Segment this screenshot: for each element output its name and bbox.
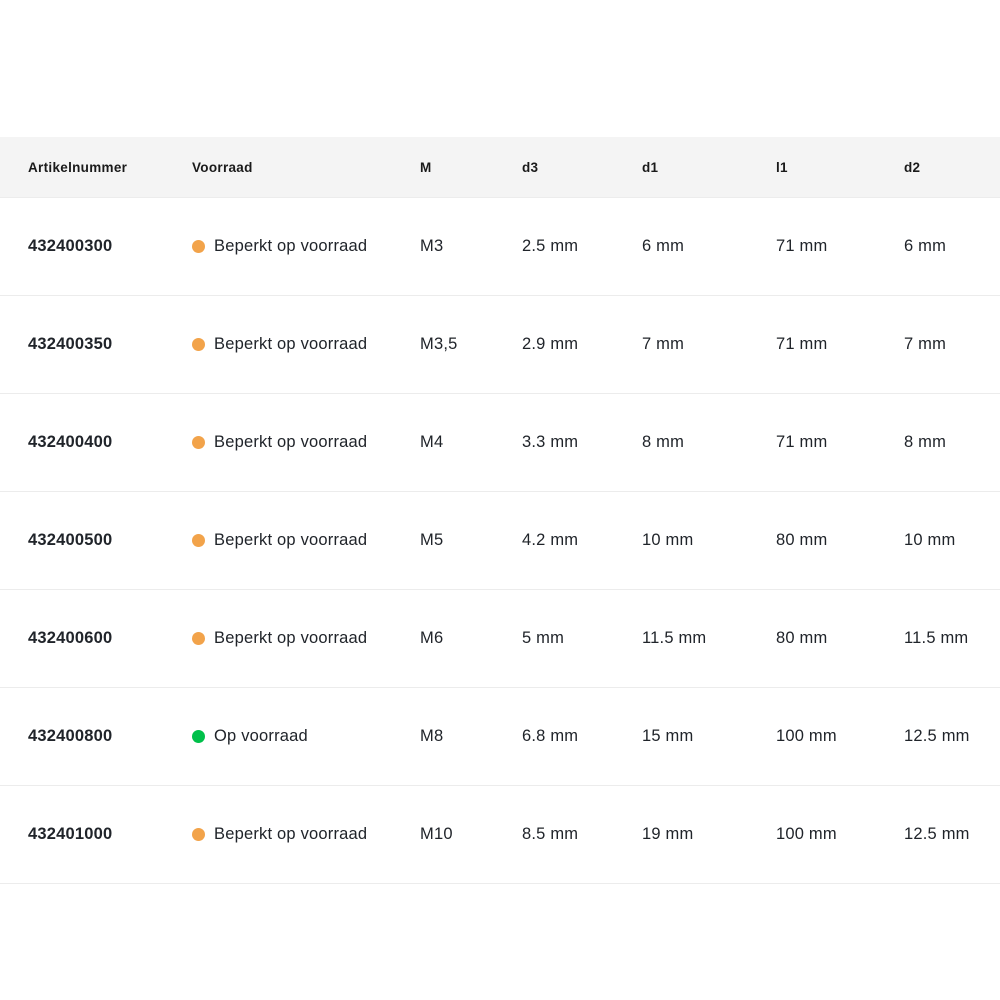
table-row [0,394,1000,492]
column-header-m: M [420,159,432,175]
column-header-l1: l1 [776,159,788,175]
column-header-voorraad: Voorraad [192,159,253,175]
cell-l1: 100 mm [776,786,904,884]
cell-d1: 8 mm [642,394,776,492]
cell-l1: 71 mm [776,198,904,296]
stock-label: Beperkt op voorraad [214,335,368,353]
stock-dot-icon [192,534,205,547]
cell-voorraad [192,198,420,296]
stock-label: Op voorraad [214,727,308,745]
cell-d2: 12.5 mm [904,786,1000,884]
stock-dot-icon [192,730,205,743]
stock-dot-icon [192,436,205,449]
cell-l1: 80 mm [776,492,904,590]
cell-m: M4 [420,394,522,492]
table-row [0,492,1000,590]
cell-l1: 80 mm [776,590,904,688]
column-header-artikelnummer: Artikelnummer [28,159,128,175]
cell-l1: 71 mm [776,296,904,394]
cell-d1: 6 mm [642,198,776,296]
stock-dot-icon [192,828,205,841]
specification-table-container [0,137,1000,884]
stock-status [192,629,420,648]
cell-d1: 11.5 mm [642,590,776,688]
cell-d1: 19 mm [642,786,776,884]
cell-d3: 4.2 mm [522,492,642,590]
stock-status [192,727,420,746]
cell-m: M3 [420,198,522,296]
stock-dot-icon [192,240,205,253]
table-row [0,590,1000,688]
cell-d3: 6.8 mm [522,688,642,786]
stock-label: Beperkt op voorraad [214,629,368,647]
stock-dot-icon [192,338,205,351]
cell-d2: 8 mm [904,394,1000,492]
cell-d3: 2.9 mm [522,296,642,394]
stock-label: Beperkt op voorraad [214,237,368,255]
stock-status [192,531,420,550]
table-row [0,198,1000,296]
table-head [0,137,1000,198]
stock-label: Beperkt op voorraad [214,825,368,843]
column-header-d3: d3 [522,159,539,175]
cell-voorraad [192,786,420,884]
cell-artikelnummer: 432401000 [0,786,192,884]
cell-l1: 71 mm [776,394,904,492]
cell-d2: 12.5 mm [904,688,1000,786]
table-body [0,198,1000,884]
cell-d3: 8.5 mm [522,786,642,884]
cell-m: M10 [420,786,522,884]
cell-voorraad [192,492,420,590]
cell-voorraad [192,394,420,492]
stock-label: Beperkt op voorraad [214,433,368,451]
specification-table [0,137,1000,884]
cell-voorraad [192,296,420,394]
cell-d2: 6 mm [904,198,1000,296]
stock-status [192,335,420,354]
cell-artikelnummer: 432400350 [0,296,192,394]
cell-artikelnummer: 432400800 [0,688,192,786]
cell-m: M6 [420,590,522,688]
table-row [0,296,1000,394]
cell-artikelnummer: 432400600 [0,590,192,688]
stock-status [192,237,420,256]
cell-d3: 2.5 mm [522,198,642,296]
cell-voorraad [192,688,420,786]
cell-d1: 7 mm [642,296,776,394]
cell-d1: 10 mm [642,492,776,590]
stock-status [192,433,420,452]
cell-artikelnummer: 432400400 [0,394,192,492]
stock-status [192,825,420,844]
table-header-row [0,137,1000,198]
stock-label: Beperkt op voorraad [214,531,368,549]
cell-voorraad [192,590,420,688]
cell-l1: 100 mm [776,688,904,786]
cell-d3: 5 mm [522,590,642,688]
cell-d2: 11.5 mm [904,590,1000,688]
stock-dot-icon [192,632,205,645]
cell-m: M8 [420,688,522,786]
column-header-d1: d1 [642,159,659,175]
cell-d1: 15 mm [642,688,776,786]
cell-artikelnummer: 432400300 [0,198,192,296]
cell-d2: 10 mm [904,492,1000,590]
cell-m: M3,5 [420,296,522,394]
column-header-d2: d2 [904,159,921,175]
cell-m: M5 [420,492,522,590]
cell-d2: 7 mm [904,296,1000,394]
table-row [0,688,1000,786]
cell-d3: 3.3 mm [522,394,642,492]
page-top-spacer [0,0,1000,137]
table-row [0,786,1000,884]
cell-artikelnummer: 432400500 [0,492,192,590]
